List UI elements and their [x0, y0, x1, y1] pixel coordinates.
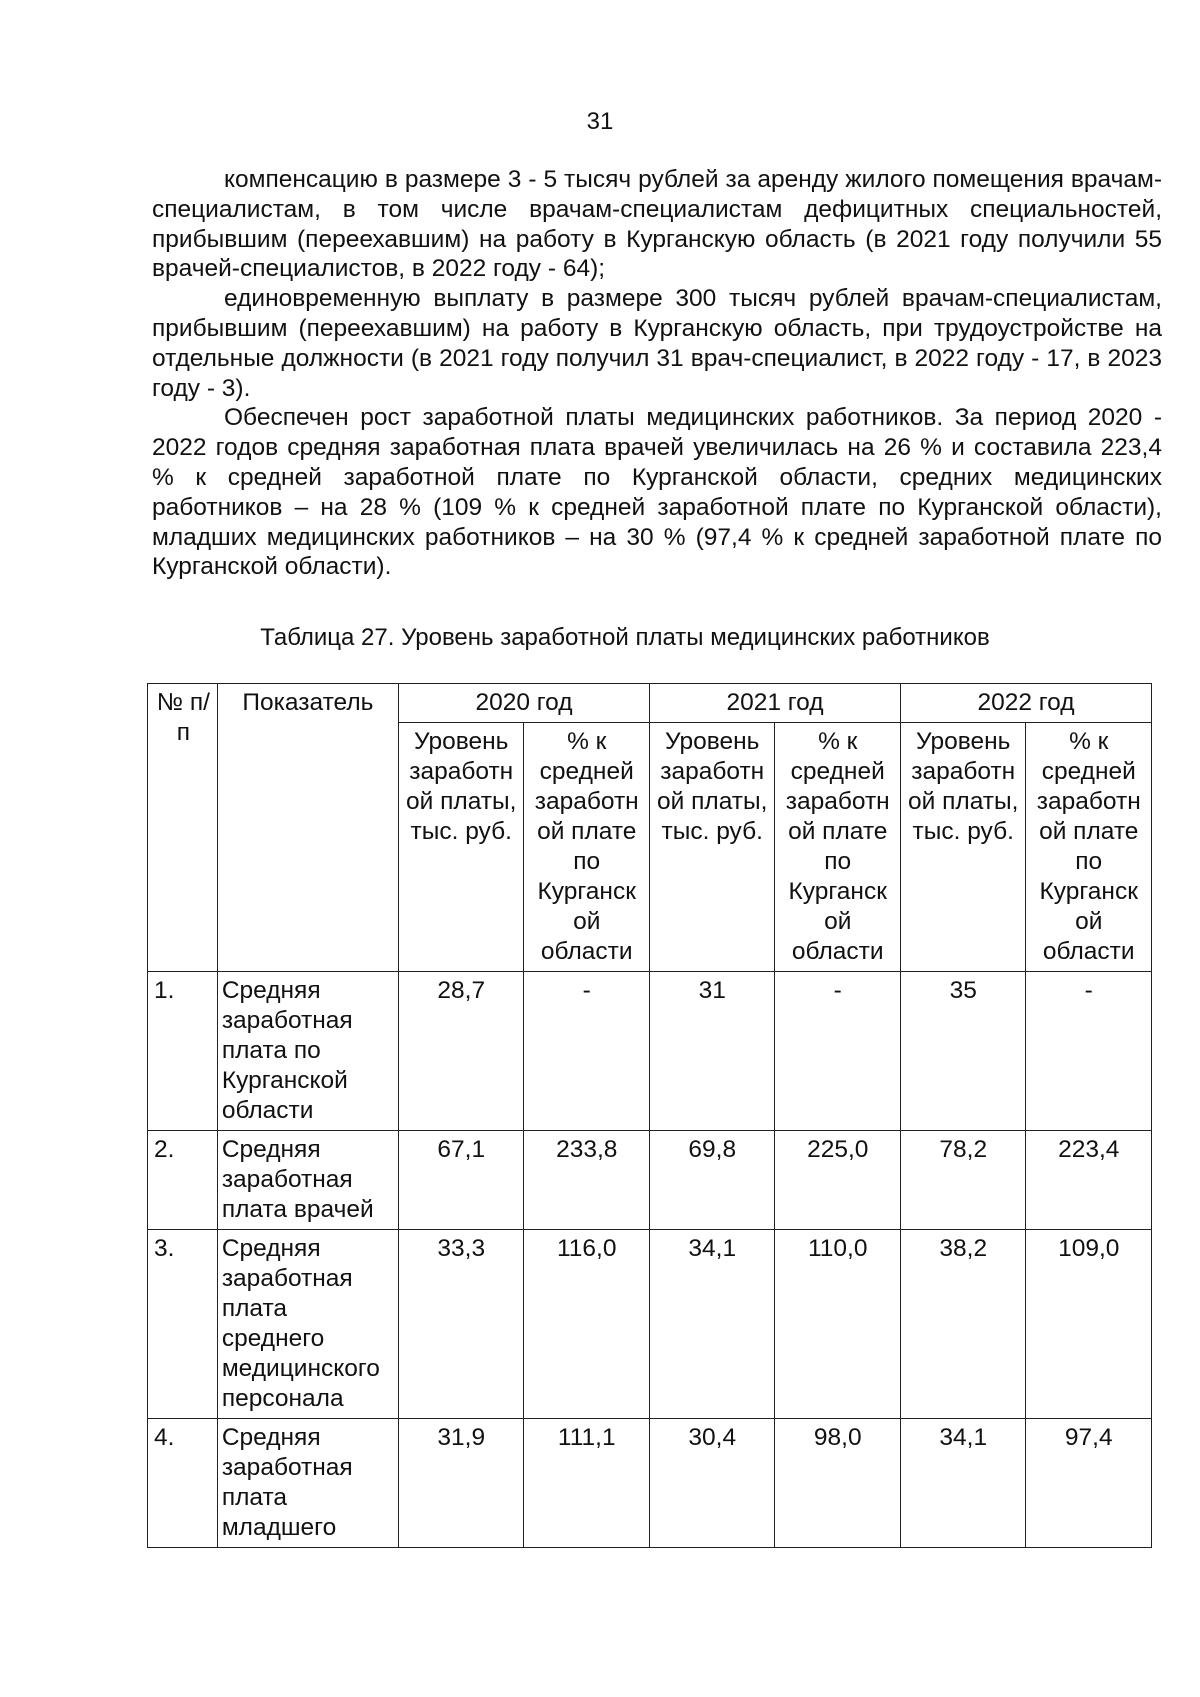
table-row: [148, 972, 1152, 1131]
subheader-percent-2020: % к средней заработн ой плате по Курганск ой области: [524, 723, 650, 972]
body-text: [152, 165, 1162, 582]
page-number: 31: [586, 108, 614, 135]
cell-level-2022: 34,1: [900, 1419, 1026, 1548]
cell-level-2022: 35: [900, 972, 1026, 1131]
row-num: 4.: [148, 1419, 218, 1548]
cell-level-2021: 34,1: [649, 1230, 775, 1419]
header-indicator: Показатель: [217, 684, 398, 972]
row-indicator: Средняя заработная плата врачей: [217, 1131, 398, 1230]
cell-level-2022: 78,2: [900, 1131, 1026, 1230]
paragraph-salary-growth: Обеспечен рост заработной платы медицинских работников. За период 2020 - 2022 годов средняя заработная плата врачей увеличилась на 26 % и составила 223,4 % к средней заработной плате по Курганской области, средних медицинских работников – на 28 % (109 % к средней заработной плате по Курганской области), младших медицинских работников – на 30 % (97,4 % к средней заработной плате по Курганской области).: [152, 404, 1162, 581]
paragraph-lump-sum: единовременную выплату в размере 300 тысяч рублей врачам-специалистам, прибывшим (переехавшим) на работу в Курганскую область, при трудоустройстве на отдельные должности (в 2021 году получил 31 врач-специалист, в 2022 году - 17, в 2023 году - 3).: [152, 285, 1162, 402]
cell-level-2020: 33,3: [398, 1230, 524, 1419]
row-num: 3.: [148, 1230, 218, 1419]
subheader-percent-2022: % к средней заработн ой плате по Курганск ой области: [1026, 723, 1152, 972]
cell-level-2020: 28,7: [398, 972, 524, 1131]
header-year-2022: 2022 год: [900, 684, 1151, 723]
cell-percent-2022: 109,0: [1026, 1230, 1152, 1419]
cell-level-2021: 69,8: [649, 1131, 775, 1230]
subheader-percent-2021: % к средней заработн ой плате по Курганск ой области: [775, 723, 901, 972]
table-row: [148, 1131, 1152, 1230]
header-num: № п/п: [148, 684, 218, 972]
cell-percent-2022: 97,4: [1026, 1419, 1152, 1548]
cell-level-2020: 67,1: [398, 1131, 524, 1230]
table-row: [148, 1419, 1152, 1548]
cell-percent-2021: 225,0: [775, 1131, 901, 1230]
paragraph-compensation: компенсацию в размере 3 - 5 тысяч рублей за аренду жилого помещения врачам-специалистам, в том числе врачам-специалистам дефицитных специальностей, прибывшим (переехавшим) на работу в Курганскую область (в 2021 году получили 55 врачей-специалистов, в 2022 году - 64);: [152, 166, 1162, 283]
table-row: [148, 1230, 1152, 1419]
row-num: 2.: [148, 1131, 218, 1230]
cell-percent-2022: 223,4: [1026, 1131, 1152, 1230]
cell-percent-2021: 98,0: [775, 1419, 901, 1548]
table-caption: Таблица 27. Уровень заработной платы медицинских работников: [260, 624, 990, 651]
subheader-level-2020: Уровень заработн ой платы, тыс. руб.: [398, 723, 524, 972]
cell-percent-2021: -: [775, 972, 901, 1131]
cell-percent-2020: 111,1: [524, 1419, 650, 1548]
subheader-level-2022: Уровень заработн ой платы, тыс. руб.: [900, 723, 1026, 972]
cell-percent-2021: 110,0: [775, 1230, 901, 1419]
cell-level-2022: 38,2: [900, 1230, 1026, 1419]
row-indicator: Средняя заработная плата среднего медицинского персонала: [217, 1230, 398, 1419]
cell-level-2021: 31: [649, 972, 775, 1131]
header-year-2021: 2021 год: [649, 684, 900, 723]
cell-level-2020: 31,9: [398, 1419, 524, 1548]
cell-percent-2020: 116,0: [524, 1230, 650, 1419]
cell-percent-2022: -: [1026, 972, 1152, 1131]
row-indicator: Средняя заработная плата по Курганской области: [217, 972, 398, 1131]
row-indicator: Средняя заработная плата младшего: [217, 1419, 398, 1548]
cell-level-2021: 30,4: [649, 1419, 775, 1548]
header-year-2020: 2020 год: [398, 684, 649, 723]
cell-percent-2020: -: [524, 972, 650, 1131]
table-header-row: [148, 684, 1152, 723]
row-num: 1.: [148, 972, 218, 1131]
salary-table: [147, 683, 1152, 1548]
cell-percent-2020: 233,8: [524, 1131, 650, 1230]
subheader-level-2021: Уровень заработн ой платы, тыс. руб.: [649, 723, 775, 972]
